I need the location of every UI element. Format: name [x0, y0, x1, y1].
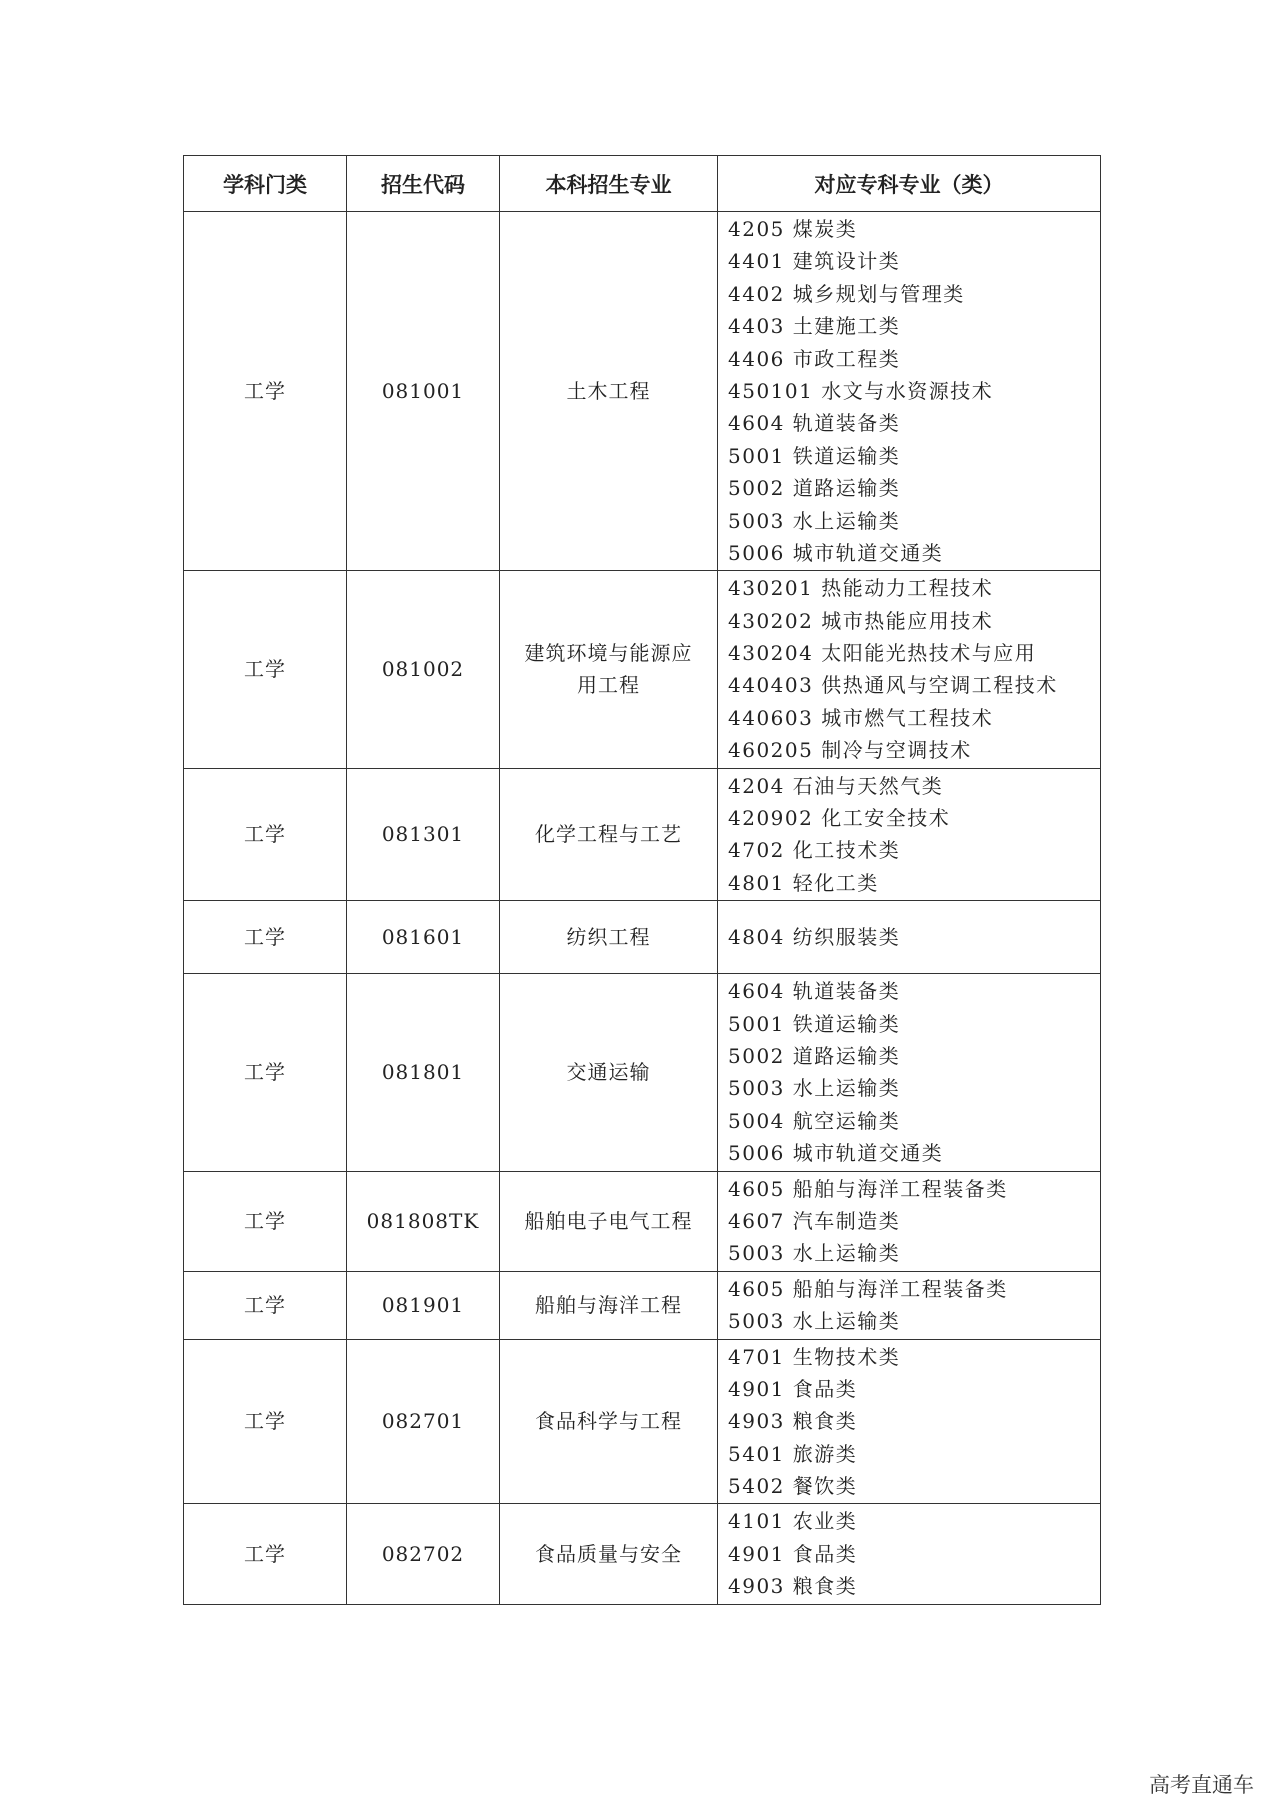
specialty-item: 4401 建筑设计类 [728, 249, 901, 274]
specialty-item: 4101 农业类 [728, 1509, 858, 1534]
cell-major [500, 571, 718, 768]
table-row [184, 1504, 1101, 1604]
table-row [184, 212, 1101, 571]
cell-category-text: 工学 [244, 1209, 286, 1234]
cell-code [347, 212, 500, 571]
specialty-item: 4204 石油与天然气类 [728, 773, 944, 798]
specialty-item: 4604 轨道装备类 [728, 979, 901, 1004]
cell-category-text: 工学 [244, 379, 286, 404]
specialty-item: 430202 城市热能应用技术 [728, 608, 994, 633]
cell-category-text: 工学 [244, 1542, 286, 1567]
cell-category [184, 571, 347, 768]
specialty-item: 5002 道路运输类 [728, 476, 901, 501]
cell-specialties [718, 1504, 1101, 1604]
specialty-item: 5002 道路运输类 [728, 1043, 901, 1068]
table-row [184, 768, 1101, 901]
cell-major-text: 化学工程与工艺 [535, 822, 682, 847]
cell-code-text: 081801 [381, 1060, 465, 1085]
cell-code [347, 571, 500, 768]
cell-category [184, 1171, 347, 1271]
specialty-item: 5402 餐饮类 [728, 1474, 858, 1499]
specialty-item: 5001 铁道运输类 [728, 1011, 901, 1036]
cell-major [500, 901, 718, 974]
cell-major-text: 建筑环境与能源应用工程 [524, 641, 693, 698]
specialty-item: 5401 旅游类 [728, 1441, 858, 1466]
specialty-item: 4604 轨道装备类 [728, 411, 901, 436]
cell-code-text: 081808TK [366, 1209, 480, 1234]
specialty-item: 5006 城市轨道交通类 [728, 540, 944, 565]
cell-category [184, 1504, 347, 1604]
cell-code [347, 974, 500, 1171]
specialty-item: 4406 市政工程类 [728, 346, 901, 371]
specialty-item: 5001 铁道运输类 [728, 443, 901, 468]
cell-specialties [718, 1171, 1101, 1271]
cell-category-text: 工学 [244, 925, 286, 950]
specialty-item: 5003 水上运输类 [728, 1076, 901, 1101]
specialty-item: 4903 粮食类 [728, 1409, 858, 1434]
cell-category [184, 974, 347, 1171]
header-category: 学科门类 [184, 156, 347, 212]
specialty-item: 4605 船舶与海洋工程装备类 [728, 1276, 1008, 1301]
cell-category-text: 工学 [244, 822, 286, 847]
cell-specialties [718, 212, 1101, 571]
specialty-item: 440603 城市燃气工程技术 [728, 705, 994, 730]
cell-major [500, 768, 718, 901]
cell-code-text: 082702 [381, 1542, 465, 1567]
cell-code [347, 1504, 500, 1604]
specialty-item: 4702 化工技术类 [728, 838, 901, 863]
cell-category-text: 工学 [244, 1293, 286, 1318]
specialty-item: 5003 水上运输类 [728, 1241, 901, 1266]
cell-category-text: 工学 [244, 1060, 286, 1085]
cell-major-text: 交通运输 [566, 1060, 651, 1085]
cell-category [184, 212, 347, 571]
specialty-item: 4605 船舶与海洋工程装备类 [728, 1176, 1008, 1201]
cell-specialties [718, 1271, 1101, 1339]
specialty-item: 5003 水上运输类 [728, 1309, 901, 1334]
table-row [184, 571, 1101, 768]
specialty-item: 4901 食品类 [728, 1541, 858, 1566]
cell-specialties [718, 768, 1101, 901]
specialty-item: 5003 水上运输类 [728, 508, 901, 533]
cell-specialties [718, 571, 1101, 768]
specialty-item: 4403 土建施工类 [728, 314, 901, 339]
header-specialties: 对应专科专业（类） [718, 156, 1101, 212]
cell-code-text: 081001 [381, 379, 465, 404]
table-row [184, 901, 1101, 974]
cell-category [184, 768, 347, 901]
cell-category [184, 1339, 347, 1504]
cell-major-text: 食品质量与安全 [535, 1542, 682, 1567]
table-row [184, 974, 1101, 1171]
cell-major-text: 食品科学与工程 [535, 1409, 682, 1434]
table-header-row [184, 156, 1101, 212]
specialty-item: 4901 食品类 [728, 1376, 858, 1401]
cell-category [184, 901, 347, 974]
cell-major [500, 1339, 718, 1504]
cell-code [347, 1171, 500, 1271]
specialty-item: 5006 城市轨道交通类 [728, 1141, 944, 1166]
cell-major [500, 974, 718, 1171]
cell-major [500, 212, 718, 571]
specialty-item: 420902 化工安全技术 [728, 806, 951, 831]
specialty-item: 4607 汽车制造类 [728, 1208, 901, 1233]
cell-category-text: 工学 [244, 657, 286, 682]
specialty-item: 4701 生物技术类 [728, 1344, 901, 1369]
cell-major-text: 土木工程 [566, 379, 651, 404]
major-table [183, 155, 1101, 1605]
specialty-item: 5004 航空运输类 [728, 1108, 901, 1133]
cell-specialties [718, 1339, 1101, 1504]
cell-major [500, 1504, 718, 1604]
cell-code [347, 1271, 500, 1339]
cell-major-text: 船舶电子电气工程 [524, 1209, 693, 1234]
specialty-item: 460205 制冷与空调技术 [728, 738, 972, 763]
cell-specialties [718, 901, 1101, 974]
specialty-item: 4801 轻化工类 [728, 870, 879, 895]
cell-code-text: 081601 [381, 925, 465, 950]
table-row [184, 1271, 1101, 1339]
specialty-item: 430204 太阳能光热技术与应用 [728, 641, 1037, 666]
cell-major-text: 纺织工程 [566, 925, 651, 950]
header-code: 招生代码 [347, 156, 500, 212]
header-major: 本科招生专业 [500, 156, 718, 212]
cell-code [347, 1339, 500, 1504]
cell-major [500, 1171, 718, 1271]
table-body [184, 212, 1101, 1605]
specialty-item: 4903 粮食类 [728, 1574, 858, 1599]
specialty-item: 4205 煤炭类 [728, 217, 858, 241]
cell-code-text: 081301 [381, 822, 465, 847]
specialty-item: 4402 城乡规划与管理类 [728, 281, 965, 306]
cell-code-text: 082701 [381, 1409, 465, 1434]
cell-code-text: 081901 [381, 1293, 465, 1318]
cell-code-text: 081002 [381, 657, 465, 682]
table-row [184, 1171, 1101, 1271]
specialty-item: 440403 供热通风与空调工程技术 [728, 673, 1058, 698]
table-row [184, 1339, 1101, 1504]
cell-code [347, 901, 500, 974]
cell-major-text: 船舶与海洋工程 [535, 1293, 682, 1318]
cell-specialties [718, 974, 1101, 1171]
specialty-item: 4804 纺织服装类 [728, 925, 901, 949]
cell-category [184, 1271, 347, 1339]
specialty-item: 430201 热能动力工程技术 [728, 576, 994, 601]
specialty-item: 450101 水文与水资源技术 [728, 378, 994, 403]
cell-category-text: 工学 [244, 1409, 286, 1434]
watermark-text: 高考直通车 [1149, 1773, 1254, 1797]
cell-code [347, 768, 500, 901]
cell-major [500, 1271, 718, 1339]
